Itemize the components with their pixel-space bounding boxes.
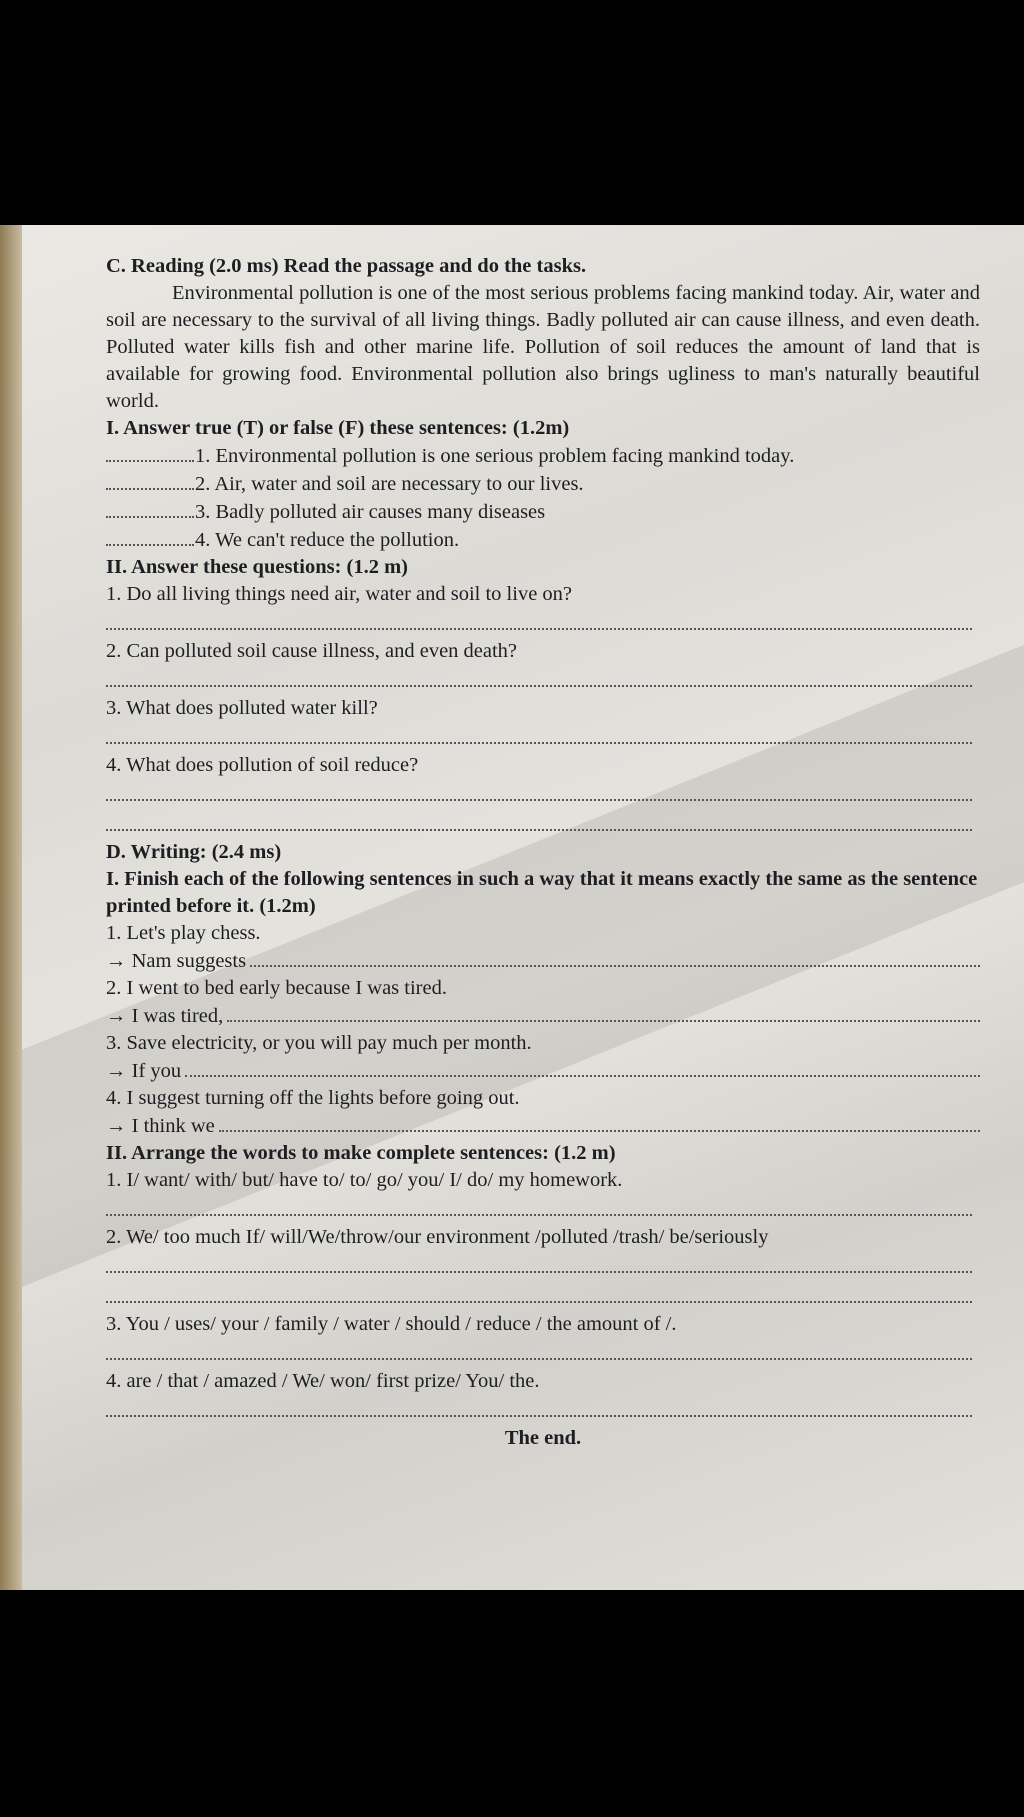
answer-line[interactable] bbox=[106, 722, 972, 744]
rewrite-prompt: 2. I went to bed early because I was tired. bbox=[106, 977, 447, 999]
questions-heading: II. Answer these questions: (1.2 m) bbox=[106, 556, 409, 578]
answer-blank[interactable] bbox=[106, 442, 194, 462]
left-edge bbox=[0, 225, 22, 1590]
answer-line[interactable] bbox=[106, 1281, 972, 1303]
exam-paper bbox=[0, 225, 1024, 1590]
rewrite-answer: → I was tired, bbox=[106, 1002, 980, 1030]
rewrite-prompt: 3. Save electricity, or you will pay much per month. bbox=[106, 1032, 532, 1054]
answer-line[interactable] bbox=[106, 608, 972, 630]
answer-blank[interactable] bbox=[106, 526, 194, 546]
arrange-item: 1. I/ want/ with/ but/ have to/ to/ go/ you/ I/ do/ my homework. bbox=[106, 1169, 623, 1191]
tf-item: 2. Air, water and soil are necessary to our lives. bbox=[106, 470, 980, 498]
answer-line[interactable] bbox=[106, 779, 972, 801]
rewrite-heading: I. Finish each of the following sentences in such a way that it means exactly the same as the sentence printed before it. (1.2m) bbox=[106, 868, 978, 917]
answer-line[interactable] bbox=[106, 1194, 972, 1216]
arrange-heading: II. Arrange the words to make complete sentences: (1.2 m) bbox=[106, 1142, 616, 1164]
answer-line[interactable] bbox=[106, 1251, 972, 1273]
answer-line[interactable] bbox=[250, 947, 980, 967]
question-item: 4. What does pollution of soil reduce? bbox=[106, 754, 419, 776]
answer-blank[interactable] bbox=[106, 498, 194, 518]
arrange-item: 3. You / uses/ your / family / water / should / reduce / the amount of /. bbox=[106, 1313, 677, 1335]
answer-line[interactable] bbox=[185, 1057, 980, 1077]
rewrite-answer: → If you bbox=[106, 1057, 980, 1085]
end-text: The end. bbox=[504, 1427, 582, 1449]
question-item: 3. What does polluted water kill? bbox=[106, 697, 378, 719]
rewrite-prompt: 1. Let's play chess. bbox=[106, 922, 261, 944]
question-item: 1. Do all living things need air, water and soil to live on? bbox=[106, 583, 573, 605]
answer-line[interactable] bbox=[106, 665, 972, 687]
tf-item: 4. We can't reduce the pollution. bbox=[106, 526, 980, 554]
answer-line[interactable] bbox=[106, 1395, 972, 1417]
rewrite-answer: → Nam suggests bbox=[106, 947, 980, 975]
answer-line[interactable] bbox=[106, 1338, 972, 1360]
rewrite-answer: → I think we bbox=[106, 1112, 980, 1140]
reading-passage: Environmental pollution is one of the most serious problems facing mankind today. Air, water and soil are necessary to the survival of all living things. Badly polluted air can cause illness, and even death. Polluted water kills fish and other marine life. Pollution of soil reduces the amount of land that is available for growing food. Environmental pollution also brings ugliness to man's naturally beautiful world. bbox=[106, 282, 980, 412]
answer-blank[interactable] bbox=[106, 470, 194, 490]
arrange-item: 2. We/ too much If/ will/We/throw/our environment /polluted /trash/ be/seriously bbox=[106, 1226, 769, 1248]
question-item: 2. Can polluted soil cause illness, and even death? bbox=[106, 640, 518, 662]
exam-content bbox=[106, 253, 980, 1452]
tf-item: 1. Environmental pollution is one serious problem facing mankind today. bbox=[106, 442, 980, 470]
answer-line[interactable] bbox=[227, 1002, 980, 1022]
answer-line[interactable] bbox=[219, 1112, 980, 1132]
writing-heading: D. Writing: (2.4 ms) bbox=[106, 841, 282, 863]
rewrite-prompt: 4. I suggest turning off the lights before going out. bbox=[106, 1087, 520, 1109]
arrange-item: 4. are / that / amazed / We/ won/ first prize/ You/ the. bbox=[106, 1370, 540, 1392]
tf-heading: I. Answer true (T) or false (F) these sentences: (1.2m) bbox=[106, 417, 570, 439]
answer-line[interactable] bbox=[106, 809, 972, 831]
tf-item: 3. Badly polluted air causes many diseases bbox=[106, 498, 980, 526]
reading-heading: C. Reading (2.0 ms) Read the passage and do the tasks. bbox=[106, 255, 587, 277]
